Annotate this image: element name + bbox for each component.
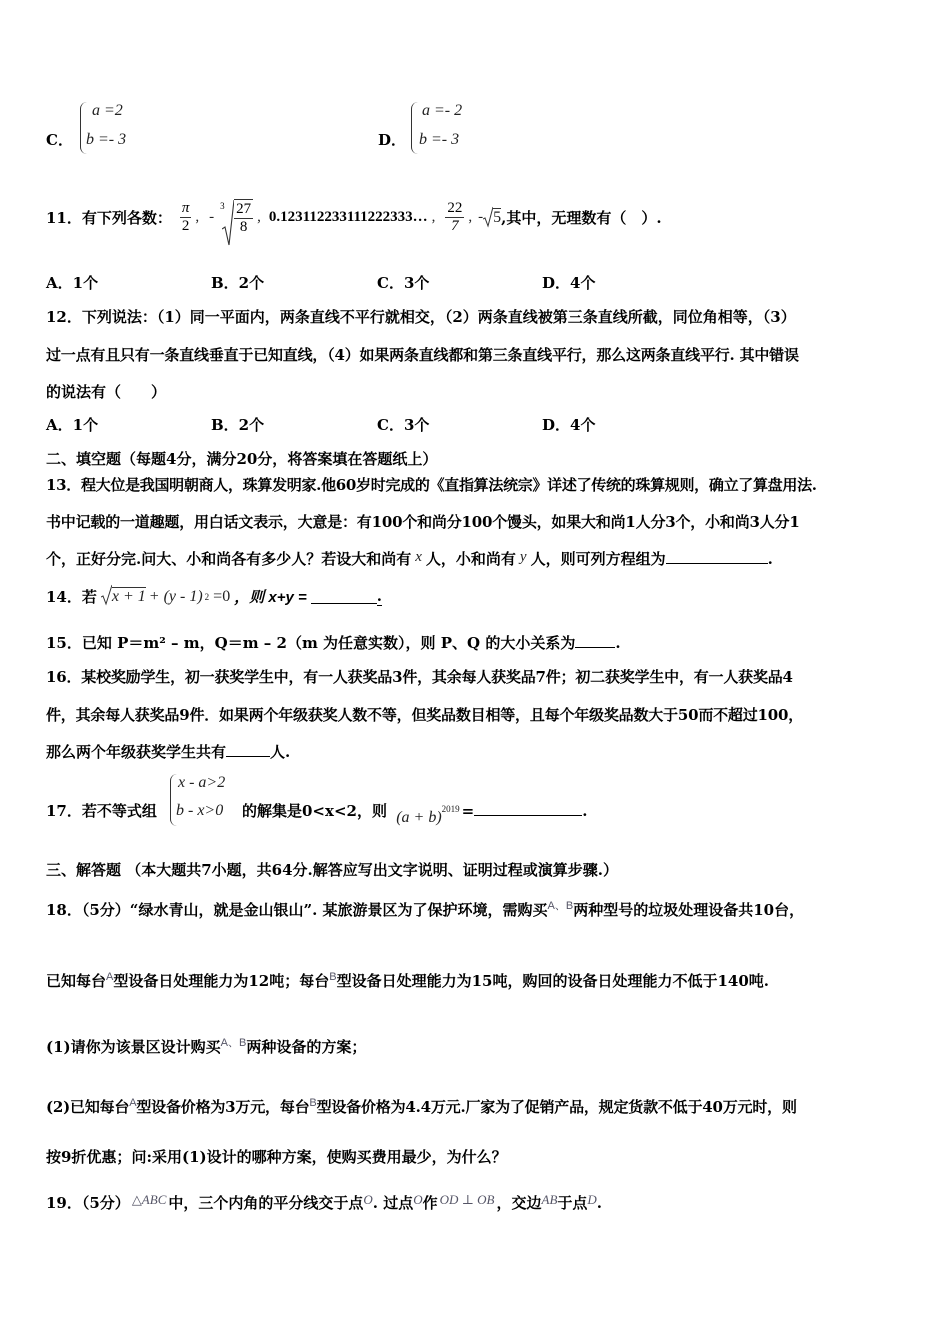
q16-answer-blank[interactable] [226, 755, 270, 757]
q19-ab: AB [541, 1192, 558, 1207]
q18-part1 [46, 1034, 366, 1057]
q13-answer-blank[interactable] [666, 562, 768, 564]
q17-prefix: 17．若不等式组 [46, 802, 157, 820]
q19-text-d: ，交边 [496, 1194, 542, 1212]
q16-line1: 16．某校奖励学生，初一获奖学生中，有一人获奖品3件，其余每人获奖品7件；初二获奖学生中，有一人获奖品4 [46, 668, 793, 686]
option-d-line2: b =- 3 [419, 131, 460, 148]
q16-line2: 件，其余每人获奖品9件．如果两个年级获奖人数不等，但奖品数目相等，且每个年级奖品数大于50而不超过100， [46, 706, 804, 724]
q12-line3: 的说法有（ ） [46, 383, 167, 401]
q18-line1-b: 两种型号的垃圾处理设备共10台， [573, 901, 805, 919]
section-2-heading: 二、填空题（每题4分，满分20分，将答案填在答题纸上） [46, 450, 438, 468]
q19-point-d: D [587, 1192, 597, 1207]
q19-end: . [596, 1194, 603, 1212]
option-c-line2: b =- 3 [86, 131, 127, 148]
q17-sys-line2: b - x>0 [176, 802, 224, 819]
q18-icon-a: A [106, 971, 114, 983]
q18-part2-icon-a: A [129, 1097, 137, 1109]
q15-answer-blank[interactable] [575, 646, 615, 648]
q12-line2: 过一点有且只有一条直线垂直于已知直线，（4）如果两条直线都和第三条直线平行，那么这两条直线平行. 其中错误 [46, 346, 799, 364]
q14-expr-eq: =0 [213, 587, 231, 605]
q17-answer-blank[interactable] [474, 814, 582, 816]
q18-line2-c: 型设备日处理能力为15吨，购回的设备日处理能力不低于140吨. [336, 972, 770, 990]
q13-line3 [46, 548, 773, 569]
q11-cube-root [220, 199, 253, 236]
q17-rest [242, 800, 587, 827]
q16-line3-b: 人. [270, 743, 291, 761]
option-d-line1: a =- 2 [422, 102, 463, 119]
section-3-heading: 三、解答题 （本大题共7小题，共64分.解答应写出文字说明、证明过程或演算步骤.） [46, 861, 618, 879]
q17-eq: = [461, 802, 475, 820]
q14-expr-rest: + (y - 1) [148, 587, 203, 605]
q18-line2-b: 型设备日处理能力为12吨；每台 [113, 972, 330, 990]
q13-line3-b: 人，小和尚有 [425, 550, 516, 568]
q11-suffix: ,其中，无理数有（ ）. [501, 208, 662, 227]
q19-text-c: 作 [422, 1194, 438, 1212]
q19-triangle: △ABC [131, 1192, 167, 1207]
q17-sys-line1: x - a>2 [178, 774, 226, 791]
q11-option-d: D．4个 [542, 274, 596, 292]
q13-line1: 13．程大位是我国明朝商人，珠算发明家.他60岁时完成的《直指算法统宗》详述了传统的珠算规则，确立了算盘用法. [46, 476, 817, 494]
q19-line [46, 1192, 602, 1213]
q15-end: . [615, 634, 621, 652]
q18-line2-a: 已知每台 [46, 972, 107, 990]
q19-perp: OD ⊥ OB [439, 1192, 495, 1207]
q14-sqrt [101, 587, 146, 606]
q11-decimal: 0.123112233111222333… [268, 208, 428, 225]
q15-text: 15．已知 P＝m² – m，Q＝m – 2（m 为任意实数），则 P、Q 的大小关系为 [46, 634, 576, 652]
q14-answer-blank[interactable] [311, 602, 377, 604]
q13-line3-end: . [767, 550, 773, 568]
q14-sqrt-sign [101, 584, 112, 606]
q11-root-neg: - [209, 208, 215, 225]
option-d-brace [411, 102, 418, 154]
q11-prefix: 11．有下列各数： [46, 208, 172, 227]
q13-var-y: y [519, 549, 527, 565]
q18-part1-a: (1)请你为该景区设计购买 [46, 1038, 221, 1056]
q17-expr: (a + b) [396, 809, 442, 826]
q11-pi-num: π [181, 199, 190, 216]
q12-option-a: A．1个 [46, 416, 99, 434]
q11-fraction-22-7 [445, 200, 464, 235]
q18-part2-icon-b: B [309, 1097, 317, 1109]
q16-line3 [46, 741, 290, 762]
q11-root-den: 8 [239, 218, 248, 235]
q19-text-e: 于点 [557, 1194, 588, 1212]
q11-option-c: C．3个 [377, 274, 430, 292]
option-c-label: C． [46, 131, 73, 149]
q11-root-num: 27 [236, 200, 252, 217]
option-c-line1: a =2 [92, 102, 123, 119]
q18-icon-b: B [329, 971, 337, 983]
q14-prefix: 14．若 [46, 588, 97, 606]
q16-line3-a: 那么两个年级获奖学生共有 [46, 743, 227, 761]
q18-line1 [46, 897, 804, 920]
q13-var-x: x [415, 549, 422, 565]
q17-expr-exp: 2019 [441, 804, 460, 814]
option-d-label: D． [378, 131, 407, 149]
q11-sqrt [483, 208, 501, 227]
q11-pi-den: 2 [181, 217, 190, 234]
q15-line [46, 632, 621, 653]
q11-option-a: A．1个 [46, 274, 99, 292]
q11-option-b: B．2个 [211, 274, 265, 292]
q12-option-d: D．4个 [542, 416, 596, 434]
q19-text-b: . 过点 [372, 1194, 414, 1212]
q17-end: . [582, 802, 588, 820]
q19-point-o-2: O [413, 1192, 423, 1207]
q11-frac-num: 22 [447, 199, 463, 216]
q18-part2-b: 型设备价格为3万元，每台 [136, 1098, 310, 1116]
q18-line2 [46, 970, 769, 991]
q18-line1-icons: A、B [547, 900, 574, 912]
q11-pi-fraction [180, 200, 192, 235]
q11-frac-den: 7 [451, 217, 459, 234]
q12-option-c: C．3个 [377, 416, 430, 434]
q18-part2-a: (2)已知每台 [46, 1098, 130, 1116]
q14-expr-sqrt: x + 1 [111, 588, 146, 605]
q11-radical-sign [222, 199, 234, 247]
q11-sqrt-val: 5 [493, 208, 502, 226]
q19-point-o: O [363, 1192, 373, 1207]
q13-line3-a: 个，正好分完.问大、小和尚各有多少人？若设大和尚有 [46, 550, 412, 568]
q11-root-index: 3 [220, 200, 225, 211]
q17-middle: 的解集是0<x<2，则 [242, 802, 387, 820]
q14-expr-exp: 2 [204, 591, 210, 602]
q18-part1-b: 两种设备的方案； [246, 1038, 367, 1056]
q14-end: . [376, 587, 382, 605]
q18-part1-icons: A、B [220, 1037, 247, 1049]
q14-line [46, 586, 382, 607]
q14-suffix: ，则 x+y = [234, 589, 307, 606]
q12-line1: 12．下列说法：（1）同一平面内，两条直线不平行就相交，（2）两条直线被第三条直线所截，同位角相等，（3） [46, 308, 796, 326]
q11-line: 11．有下列各数： $\frac{\pi}{2}$ , - 3 $\frac{27}{8}$ , 0.123112233111222333… , $\frac{22}{7}$ , - 5 ,其中，无理数有（ ）. [46, 190, 662, 244]
q13-line3-c: 人，则可列方程组为 [530, 550, 666, 568]
q11-sqrt-neg: - [478, 208, 484, 225]
q13-line2: 书中记载的一道趣题，用白话文表示，大意是：有100个和尚分100个馒头，如果大和尚1人分3个，小和尚3人分1 [46, 513, 800, 531]
q11-sqrt-sign [483, 206, 493, 228]
q19-prefix: 19．（5分） [46, 1194, 130, 1212]
q18-part2-c: 型设备价格为4.4万元.厂家为了促销产品，规定货款不低于40万元时，则 [316, 1098, 797, 1116]
q12-option-b: B．2个 [211, 416, 265, 434]
q18-part2-line2: 按9折优惠；问:采用(1)设计的哪种方案，使购买费用最少，为什么？ [46, 1148, 507, 1166]
q19-text-a: 中，三个内角的平分线交于点 [168, 1194, 364, 1212]
q18-line1-a: 18．（5分）“绿水青山，就是金山银山”. 某旅游景区为了保护环境，需购买 [46, 901, 548, 919]
q18-part2 [46, 1096, 797, 1117]
